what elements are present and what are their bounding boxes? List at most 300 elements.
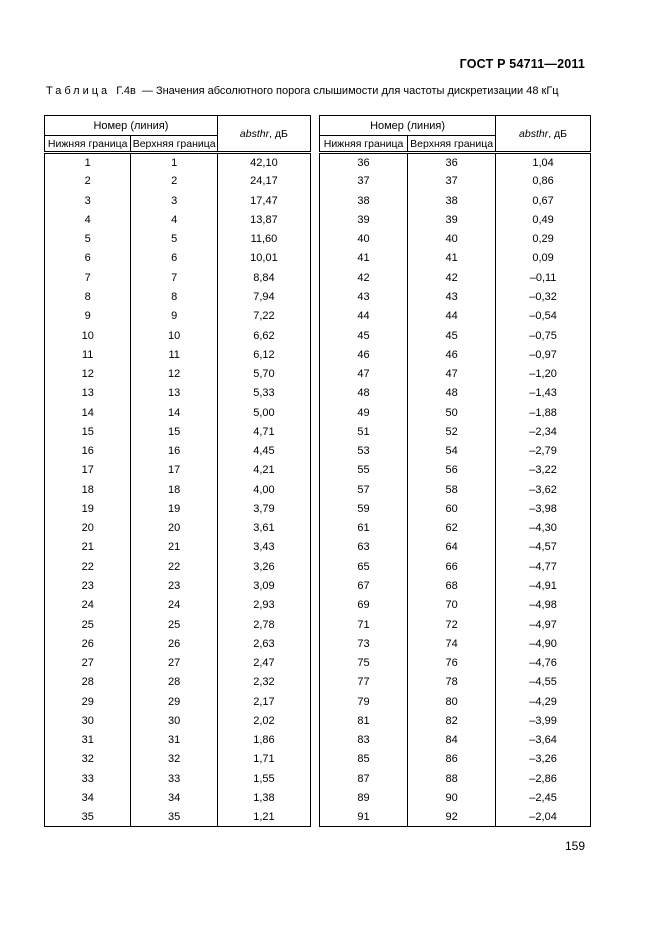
table-cell: 28 — [45, 673, 131, 692]
table-row — [320, 730, 591, 749]
table-cell: 65 — [320, 557, 408, 576]
table-cell: 19 — [131, 499, 217, 518]
table-cell: 10 — [45, 326, 131, 345]
table-cell: 61 — [320, 519, 408, 538]
table-cell: 4 — [45, 210, 131, 229]
table-cell: 39 — [408, 210, 496, 229]
table-cell: 4,21 — [217, 461, 310, 480]
table-cell: 2,17 — [217, 692, 310, 711]
table-row — [45, 538, 311, 557]
table-cell: 18 — [131, 480, 217, 499]
table-cell: 11,60 — [217, 230, 310, 249]
table-cell: 77 — [320, 673, 408, 692]
table-cell: 68 — [408, 576, 496, 595]
table-cell: –4,98 — [496, 596, 591, 615]
table-cell: 8 — [45, 287, 131, 306]
table-cell: 52 — [408, 422, 496, 441]
table-cell: 33 — [45, 769, 131, 788]
table-row — [320, 499, 591, 518]
table-row — [320, 287, 591, 306]
table-cell: 3,79 — [217, 499, 310, 518]
table-header — [320, 116, 591, 153]
table-cell: 13 — [131, 384, 217, 403]
table-row — [320, 769, 591, 788]
table-cell: 3 — [131, 191, 217, 210]
absthr-label: absthr — [519, 127, 549, 140]
table-cell: 12 — [45, 364, 131, 383]
table-cell: 63 — [320, 538, 408, 557]
table-row — [45, 634, 311, 653]
table-cell: 18 — [45, 480, 131, 499]
table-row — [320, 249, 591, 268]
table-cell: 16 — [45, 441, 131, 460]
table-cell: 8,84 — [217, 268, 310, 287]
table-cell: 3,09 — [217, 576, 310, 595]
table-cell: 83 — [320, 730, 408, 749]
table-cell: 42,10 — [217, 153, 310, 172]
table-cell: 7 — [131, 268, 217, 287]
table-cell: 15 — [131, 422, 217, 441]
table-cell: –0,97 — [496, 345, 591, 364]
table-cell: 71 — [320, 615, 408, 634]
table-cell: 41 — [408, 249, 496, 268]
column-header-lower-bound: Нижняя граница — [320, 136, 408, 153]
table-caption — [46, 85, 562, 97]
table-row — [45, 730, 311, 749]
table-row — [320, 268, 591, 287]
table-cell: 81 — [320, 711, 408, 730]
table-cell: 1 — [131, 153, 217, 172]
table-row — [45, 422, 311, 441]
table-cell: 85 — [320, 750, 408, 769]
table-cell: 32 — [45, 750, 131, 769]
table-cell: 42 — [408, 268, 496, 287]
table-cell: 44 — [320, 307, 408, 326]
table-row — [45, 788, 311, 807]
table-cell: 24,17 — [217, 172, 310, 191]
table-cell: 3 — [45, 191, 131, 210]
table-row — [45, 692, 311, 711]
table-row — [320, 153, 591, 172]
table-cell: –3,98 — [496, 499, 591, 518]
table-cell: 5,70 — [217, 364, 310, 383]
table-row — [45, 499, 311, 518]
tables-container — [44, 115, 591, 827]
table-cell: 38 — [320, 191, 408, 210]
table-row — [320, 808, 591, 827]
table-row — [45, 307, 311, 326]
table-cell: 48 — [320, 384, 408, 403]
table-cell: 24 — [131, 596, 217, 615]
table-cell: 59 — [320, 499, 408, 518]
table-row — [320, 596, 591, 615]
table-cell: –2,45 — [496, 788, 591, 807]
table-cell: 78 — [408, 673, 496, 692]
table-cell: 20 — [45, 519, 131, 538]
table-cell: 20 — [131, 519, 217, 538]
table-cell: –4,91 — [496, 576, 591, 595]
table-cell: 0,49 — [496, 210, 591, 229]
table-cell: 37 — [408, 172, 496, 191]
table-cell: 8 — [131, 287, 217, 306]
table-cell: 42 — [320, 268, 408, 287]
table-cell: 51 — [320, 422, 408, 441]
table-cell: 58 — [408, 480, 496, 499]
table-cell: –4,55 — [496, 673, 591, 692]
table-cell: 1,71 — [217, 750, 310, 769]
table-cell: 2,63 — [217, 634, 310, 653]
table-cell: 26 — [45, 634, 131, 653]
table-cell: 37 — [320, 172, 408, 191]
table-row — [45, 557, 311, 576]
table-cell: 90 — [408, 788, 496, 807]
table-row — [45, 653, 311, 672]
table-cell: 7,94 — [217, 287, 310, 306]
table-row — [45, 441, 311, 460]
table-row — [45, 480, 311, 499]
table-cell: 40 — [320, 230, 408, 249]
table-row — [320, 653, 591, 672]
table-cell: 36 — [408, 153, 496, 172]
table-cell: 11 — [131, 345, 217, 364]
table-row — [320, 692, 591, 711]
column-header-absthr — [217, 116, 310, 153]
table-row — [45, 345, 311, 364]
table-cell: 6 — [131, 249, 217, 268]
table-row — [320, 461, 591, 480]
table-row — [320, 615, 591, 634]
table-cell: –4,57 — [496, 538, 591, 557]
threshold-table-right — [319, 115, 591, 827]
table-cell: 6,12 — [217, 345, 310, 364]
table-cell: –1,20 — [496, 364, 591, 383]
table-cell: 91 — [320, 808, 408, 827]
table-cell: 4,71 — [217, 422, 310, 441]
table-cell: 13,87 — [217, 210, 310, 229]
table-row — [45, 461, 311, 480]
table-cell: 66 — [408, 557, 496, 576]
table-row — [320, 364, 591, 383]
table-cell: –3,64 — [496, 730, 591, 749]
table-cell: 2,78 — [217, 615, 310, 634]
table-cell: 41 — [320, 249, 408, 268]
table-cell: 2 — [131, 172, 217, 191]
table-row — [45, 673, 311, 692]
table-row — [320, 750, 591, 769]
table-cell: 23 — [131, 576, 217, 595]
table-cell: –4,30 — [496, 519, 591, 538]
table-row — [45, 287, 311, 306]
table-cell: –4,76 — [496, 653, 591, 672]
table-cell: –3,26 — [496, 750, 591, 769]
table-cell: 14 — [45, 403, 131, 422]
table-cell: 47 — [320, 364, 408, 383]
table-cell: 5,00 — [217, 403, 310, 422]
table-cell: 16 — [131, 441, 217, 460]
column-header-upper-bound: Верхняя граница — [408, 136, 496, 153]
table-cell: 5 — [131, 230, 217, 249]
table-cell: 0,09 — [496, 249, 591, 268]
table-cell: 47 — [408, 364, 496, 383]
table-cell: –0,32 — [496, 287, 591, 306]
table-cell: 4,00 — [217, 480, 310, 499]
table-row — [320, 172, 591, 191]
table-cell: 34 — [131, 788, 217, 807]
table-cell: 0,29 — [496, 230, 591, 249]
table-row — [320, 673, 591, 692]
table-cell: 7 — [45, 268, 131, 287]
table-cell: 40 — [408, 230, 496, 249]
absthr-label: absthr — [239, 127, 270, 140]
table-cell: 43 — [408, 287, 496, 306]
table-row — [320, 711, 591, 730]
table-cell: 74 — [408, 634, 496, 653]
table-row — [45, 384, 311, 403]
table-cell: 31 — [131, 730, 217, 749]
table-cell: 9 — [131, 307, 217, 326]
table-cell: 55 — [320, 461, 408, 480]
table-row — [320, 538, 591, 557]
table-row — [320, 557, 591, 576]
table-cell: 1,04 — [496, 153, 591, 172]
table-cell: 29 — [45, 692, 131, 711]
table-cell: –1,88 — [496, 403, 591, 422]
table-cell: 39 — [320, 210, 408, 229]
table-cell: 21 — [131, 538, 217, 557]
table-row — [45, 596, 311, 615]
table-cell: 2,93 — [217, 596, 310, 615]
table-cell: 22 — [45, 557, 131, 576]
table-cell: 14 — [131, 403, 217, 422]
table-cell: 86 — [408, 750, 496, 769]
table-cell: 13 — [45, 384, 131, 403]
absthr-unit: , дБ — [548, 127, 568, 140]
table-body — [320, 153, 591, 827]
column-header-upper-bound: Верхняя граница — [131, 136, 217, 153]
table-cell: 50 — [408, 403, 496, 422]
table-cell: 88 — [408, 769, 496, 788]
threshold-table-left — [44, 115, 311, 827]
table-cell: 1,38 — [217, 788, 310, 807]
table-caption-number: Г.4в — [116, 85, 136, 97]
table-cell: 72 — [408, 615, 496, 634]
table-cell: 2,47 — [217, 653, 310, 672]
table-cell: 10,01 — [217, 249, 310, 268]
table-cell: 5 — [45, 230, 131, 249]
table-cell: 89 — [320, 788, 408, 807]
table-row — [45, 576, 311, 595]
table-cell: 6,62 — [217, 326, 310, 345]
table-row — [320, 441, 591, 460]
table-cell: 22 — [131, 557, 217, 576]
table-cell: 1,21 — [217, 808, 310, 827]
table-cell: 25 — [131, 615, 217, 634]
table-row — [45, 808, 311, 827]
table-cell: –3,62 — [496, 480, 591, 499]
table-cell: 75 — [320, 653, 408, 672]
table-cell: –4,97 — [496, 615, 591, 634]
table-cell: –0,54 — [496, 307, 591, 326]
table-cell: 64 — [408, 538, 496, 557]
table-cell: 17,47 — [217, 191, 310, 210]
table-cell: 17 — [45, 461, 131, 480]
table-row — [320, 403, 591, 422]
table-row — [45, 249, 311, 268]
table-row — [320, 210, 591, 229]
table-row — [45, 210, 311, 229]
table-cell: 1 — [45, 153, 131, 172]
table-cell: 92 — [408, 808, 496, 827]
table-cell: 3,43 — [217, 538, 310, 557]
table-cell: –2,04 — [496, 808, 591, 827]
table-cell: 35 — [45, 808, 131, 827]
table-cell: 31 — [45, 730, 131, 749]
table-cell: 27 — [131, 653, 217, 672]
table-cell: 43 — [320, 287, 408, 306]
table-row — [45, 153, 311, 172]
table-body — [45, 153, 311, 827]
table-cell: 17 — [131, 461, 217, 480]
table-cell: 30 — [131, 711, 217, 730]
table-cell: 3,26 — [217, 557, 310, 576]
table-row — [320, 345, 591, 364]
table-cell: 23 — [45, 576, 131, 595]
table-cell: –2,86 — [496, 769, 591, 788]
table-row — [320, 422, 591, 441]
table-row — [45, 615, 311, 634]
table-cell: 82 — [408, 711, 496, 730]
table-cell: 24 — [45, 596, 131, 615]
table-row — [320, 634, 591, 653]
table-cell: 44 — [408, 307, 496, 326]
table-row — [45, 750, 311, 769]
table-cell: 9 — [45, 307, 131, 326]
table-caption-label: Таблица — [46, 85, 111, 97]
table-cell: –2,79 — [496, 441, 591, 460]
table-cell: 57 — [320, 480, 408, 499]
table-cell: 87 — [320, 769, 408, 788]
table-cell: 4 — [131, 210, 217, 229]
table-row — [320, 480, 591, 499]
table-row — [45, 191, 311, 210]
table-cell: 84 — [408, 730, 496, 749]
table-cell: 4,45 — [217, 441, 310, 460]
table-cell: –0,11 — [496, 268, 591, 287]
table-cell: 32 — [131, 750, 217, 769]
table-cell: 2,32 — [217, 673, 310, 692]
column-header-absthr — [496, 116, 591, 153]
table-row — [45, 230, 311, 249]
table-row — [45, 769, 311, 788]
table-cell: –4,29 — [496, 692, 591, 711]
table-cell: 69 — [320, 596, 408, 615]
table-cell: –3,99 — [496, 711, 591, 730]
table-cell: 5,33 — [217, 384, 310, 403]
absthr-unit: , дБ — [269, 127, 288, 140]
page-number: 159 — [564, 839, 585, 853]
table-row — [320, 191, 591, 210]
table-cell: –3,22 — [496, 461, 591, 480]
table-row — [45, 326, 311, 345]
table-cell: 30 — [45, 711, 131, 730]
table-cell: 60 — [408, 499, 496, 518]
table-cell: 26 — [131, 634, 217, 653]
table-cell: –4,77 — [496, 557, 591, 576]
table-row — [45, 172, 311, 191]
table-cell: 25 — [45, 615, 131, 634]
table-cell: 1,86 — [217, 730, 310, 749]
table-cell: –0,75 — [496, 326, 591, 345]
table-row — [45, 711, 311, 730]
table-row — [320, 326, 591, 345]
table-cell: 7,22 — [217, 307, 310, 326]
table-cell: 33 — [131, 769, 217, 788]
table-cell: 46 — [408, 345, 496, 364]
table-cell: 2,02 — [217, 711, 310, 730]
table-cell: 6 — [45, 249, 131, 268]
table-row — [320, 307, 591, 326]
table-cell: 34 — [45, 788, 131, 807]
table-cell: 3,61 — [217, 519, 310, 538]
table-cell: 73 — [320, 634, 408, 653]
table-row — [320, 519, 591, 538]
table-cell: 1,55 — [217, 769, 310, 788]
table-cell: 12 — [131, 364, 217, 383]
document-number: ГОСТ Р 54711—2011 — [459, 57, 585, 71]
table-cell: 35 — [131, 808, 217, 827]
table-cell: 80 — [408, 692, 496, 711]
table-row — [320, 576, 591, 595]
table-cell: 56 — [408, 461, 496, 480]
table-cell: 70 — [408, 596, 496, 615]
column-group-number-line: Номер (линия) — [45, 116, 218, 136]
table-cell: –1,43 — [496, 384, 591, 403]
table-cell: 21 — [45, 538, 131, 557]
table-cell: 46 — [320, 345, 408, 364]
table-cell: 0,86 — [496, 172, 591, 191]
table-cell: 36 — [320, 153, 408, 172]
table-cell: 29 — [131, 692, 217, 711]
table-cell: 62 — [408, 519, 496, 538]
table-cell: 45 — [320, 326, 408, 345]
table-cell: 10 — [131, 326, 217, 345]
table-cell: 45 — [408, 326, 496, 345]
table-cell: 67 — [320, 576, 408, 595]
table-cell: 48 — [408, 384, 496, 403]
table-cell: 27 — [45, 653, 131, 672]
table-row — [45, 519, 311, 538]
table-cell: 53 — [320, 441, 408, 460]
table-row — [45, 268, 311, 287]
table-cell: 15 — [45, 422, 131, 441]
column-group-number-line: Номер (линия) — [320, 116, 496, 136]
table-cell: –2,34 — [496, 422, 591, 441]
table-cell: 49 — [320, 403, 408, 422]
table-cell: 38 — [408, 191, 496, 210]
table-header — [45, 116, 311, 153]
table-row — [45, 403, 311, 422]
table-cell: 19 — [45, 499, 131, 518]
table-cell: –4,90 — [496, 634, 591, 653]
table-row — [320, 230, 591, 249]
table-cell: 76 — [408, 653, 496, 672]
table-cell: 2 — [45, 172, 131, 191]
table-cell: 54 — [408, 441, 496, 460]
table-cell: 11 — [45, 345, 131, 364]
table-row — [45, 364, 311, 383]
column-header-lower-bound: Нижняя граница — [45, 136, 131, 153]
table-cell: 79 — [320, 692, 408, 711]
